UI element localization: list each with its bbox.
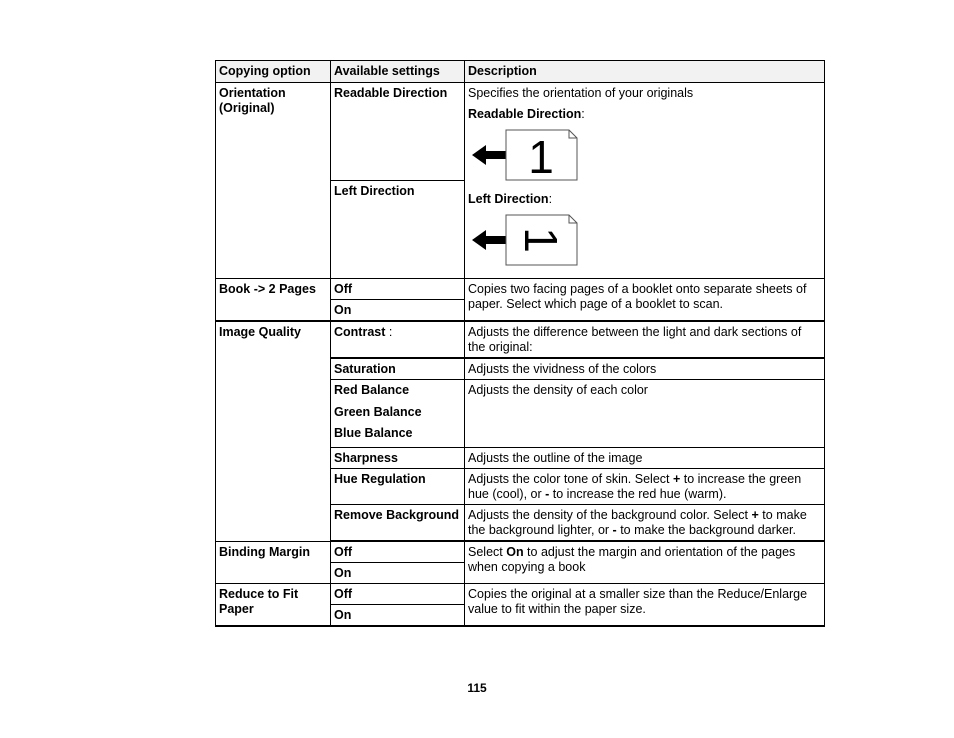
setting-binding-off: Off [331, 541, 465, 562]
setting-reduce-on: On [331, 604, 465, 626]
table-row [216, 83, 825, 181]
option-binding-margin: Binding Margin [216, 541, 331, 583]
description-color-balance: Adjusts the density of each color [465, 380, 825, 448]
description-binding-margin: Select On to adjust the margin and orientation of the pages when copying a book [465, 541, 825, 583]
option-book-2-pages: Book -> 2 Pages [216, 279, 331, 322]
setting-blue-balance: Blue Balance [334, 426, 413, 440]
description-book: Copies two facing pages of a booklet onto separate sheets of paper. Select which page of a booklet to scan. [465, 279, 825, 322]
orientation-description-text: Specifies the orientation of your originals [468, 86, 694, 100]
header-copying-option: Copying option [216, 61, 331, 83]
setting-hue-regulation: Hue Regulation [331, 468, 465, 504]
arrow-left-icon [472, 230, 508, 250]
setting-sharpness: Sharpness [331, 447, 465, 468]
table-row [216, 541, 825, 562]
option-image-quality: Image Quality [216, 321, 331, 541]
description-remove-background: Adjusts the density of the background color. Select + to make the background lighter, or - to make the background darker. [465, 504, 825, 540]
table-row [216, 583, 825, 604]
description-sharpness: Adjusts the outline of the image [465, 447, 825, 468]
table-row [216, 321, 825, 358]
header-available-settings: Available settings [331, 61, 465, 83]
left-direction-figure [470, 213, 580, 269]
description-contrast: Adjusts the difference between the light and dark sections of the original: [465, 321, 825, 358]
setting-red-balance: Red Balance [334, 383, 410, 397]
page-number: 115 [467, 681, 487, 695]
setting-readable-direction: Readable Direction [331, 83, 465, 181]
description-reduce-to-fit: Copies the original at a smaller size than the Reduce/Enlarge value to fit within the paper size. [465, 583, 825, 626]
left-direction-caption: Left Direction: [468, 192, 553, 206]
table-row [216, 279, 825, 300]
copy-settings-table [215, 60, 825, 627]
header-row [216, 61, 825, 83]
option-orientation: Orientation (Original) [216, 83, 331, 279]
page-digit-upright: 1 [528, 131, 554, 183]
setting-contrast: Contrast : [331, 321, 465, 358]
setting-remove-background: Remove Background [331, 504, 465, 540]
setting-reduce-off: Off [331, 583, 465, 604]
option-reduce-to-fit: Reduce to Fit Paper [216, 583, 331, 626]
description-orientation [465, 83, 825, 279]
description-hue-regulation: Adjusts the color tone of skin. Select + to increase the green hue (cool), or - to increase the red hue (warm). [465, 468, 825, 504]
readable-direction-caption: Readable Direction: [468, 107, 585, 121]
setting-color-balance [331, 380, 465, 448]
setting-green-balance: Green Balance [334, 404, 422, 419]
header-description: Description [465, 61, 825, 83]
setting-book-off: Off [331, 279, 465, 300]
arrow-left-icon [472, 145, 508, 165]
description-saturation: Adjusts the vividness of the colors [465, 358, 825, 380]
setting-left-direction: Left Direction [331, 181, 465, 279]
setting-binding-on: On [331, 562, 465, 583]
setting-saturation: Saturation [331, 358, 465, 380]
page-digit-rotated: 1 [515, 227, 567, 253]
setting-book-on: On [331, 300, 465, 322]
readable-direction-figure [470, 128, 580, 184]
